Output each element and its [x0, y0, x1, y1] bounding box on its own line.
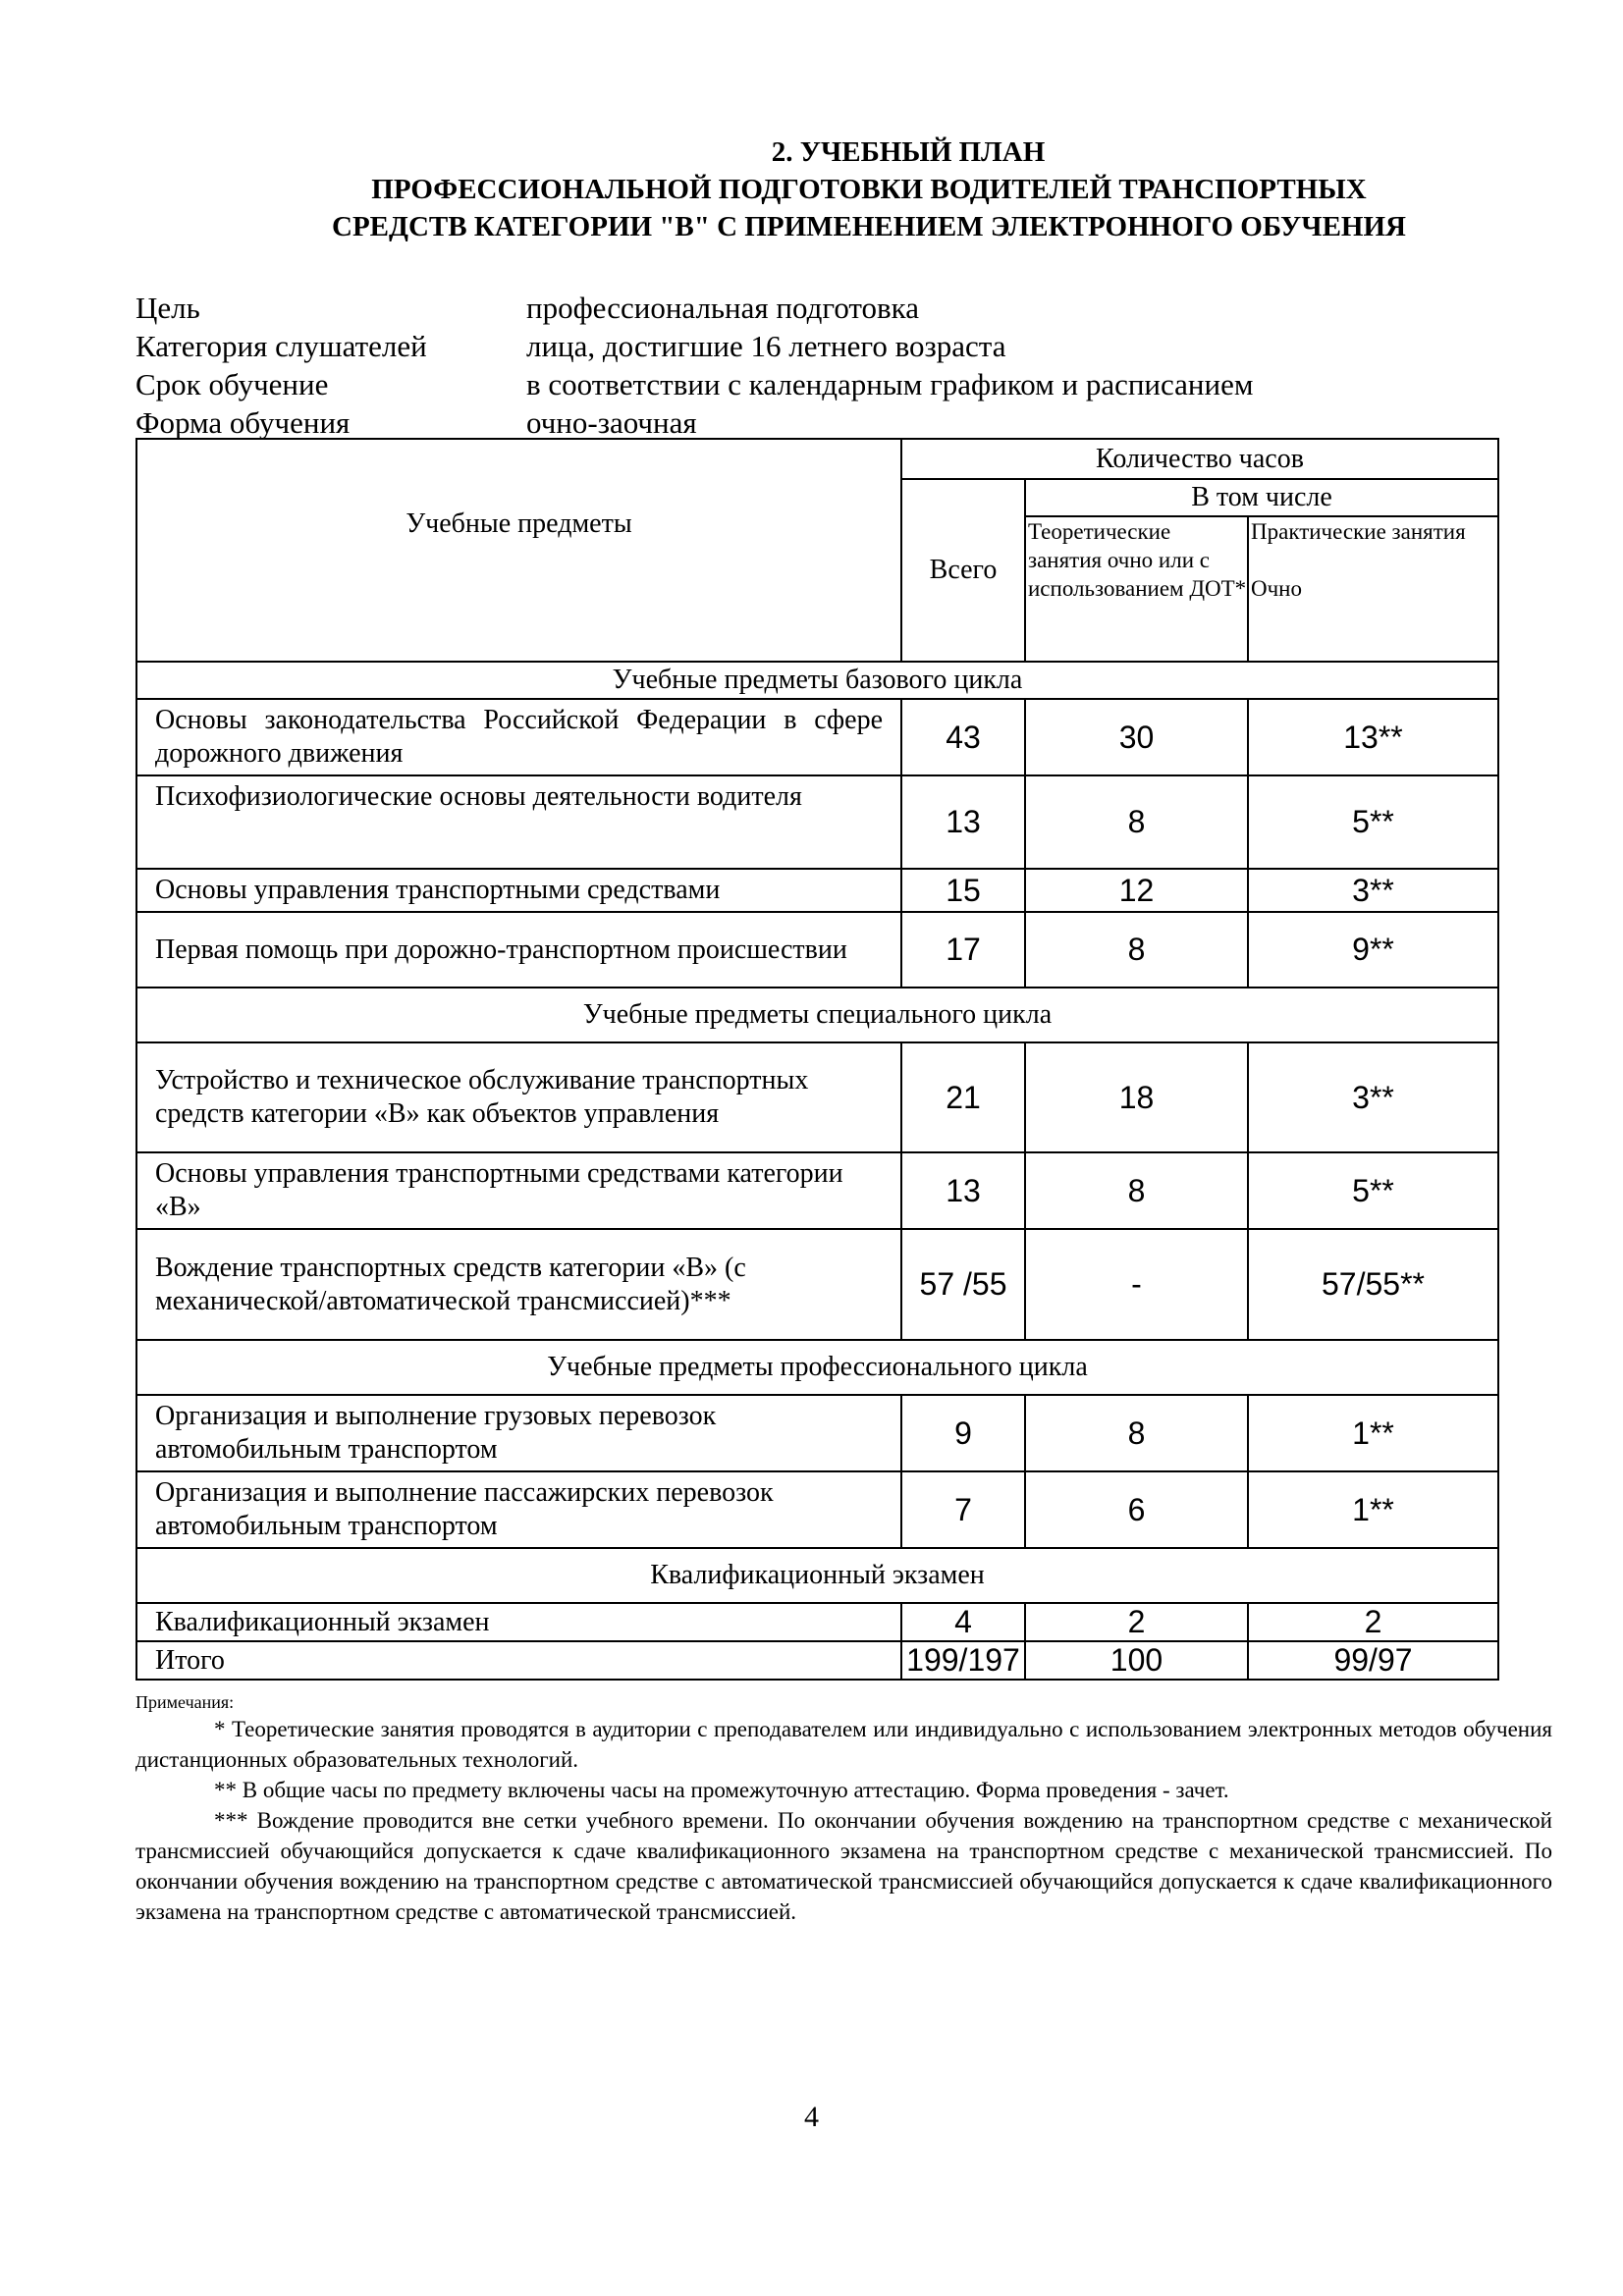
- info-label: Срок обучение: [135, 367, 329, 401]
- notes-heading: Примечания:: [135, 1692, 235, 1712]
- subject-name: Квалификационный экзамен: [136, 1603, 901, 1641]
- hours-total: 21: [901, 1042, 1025, 1152]
- hours-total: 4: [901, 1603, 1025, 1641]
- header-practice: [1248, 516, 1498, 662]
- subject-name: Основы управления транспортными средствами: [136, 869, 901, 912]
- hours-practice: 1**: [1248, 1471, 1498, 1548]
- subject-name: Основы управления транспортными средствами категории «В»: [136, 1152, 901, 1229]
- section-title: Учебные предметы базового цикла: [136, 662, 1498, 699]
- subject-name: Устройство и техническое обслуживание транспортных средств категории «В» как объектов управления: [136, 1042, 901, 1152]
- info-value: в соответствии с календарным графиком и расписанием: [526, 367, 1254, 401]
- subject-name: Первая помощь при дорожно-транспортном происшествии: [136, 912, 901, 988]
- title-line-2: ПРОФЕССИОНАЛЬНОЙ ПОДГОТОВКИ ВОДИТЕЛЕЙ ТРАНСПОРТНЫХ: [371, 174, 1367, 205]
- hours-practice: 5**: [1248, 775, 1498, 869]
- page-number: 4: [804, 2101, 819, 2133]
- info-label: Категория слушателей: [135, 329, 427, 363]
- table-row: [136, 1152, 1498, 1229]
- info-value: профессиональная подготовка: [526, 291, 920, 325]
- hours-theory: 30: [1025, 699, 1248, 775]
- header-total: Всего: [901, 479, 1025, 662]
- table-row: [136, 1603, 1498, 1641]
- note-item: *** Вождение проводится вне сетки учебного времени. По окончании обучения вождению на транспортном средстве с механической трансмиссией обучающийся допускается к сдаче квалификационного экзамена на транспортном средстве с механической трансмиссией. По окончании обучения вождению на транспортном средстве с автоматической трансмиссией обучающийся допускается к сдаче квалификационного экзамена на транспортном средстве с автоматической трансмиссией.: [135, 1808, 1552, 1924]
- hours-practice: 57/55**: [1248, 1229, 1498, 1340]
- header-including: В том числе: [1025, 479, 1498, 516]
- hours-theory: 6: [1025, 1471, 1248, 1548]
- section-title: Учебные предметы профессионального цикла: [136, 1340, 1498, 1395]
- hours-total: 13: [901, 775, 1025, 869]
- table-row: [136, 775, 1498, 869]
- hours-total: 9: [901, 1395, 1025, 1471]
- hours-theory: 100: [1025, 1641, 1248, 1680]
- section-title: Квалификационный экзамен: [136, 1548, 1498, 1603]
- section-row: [136, 1548, 1498, 1603]
- header-theory: Теоретические занятия очно или с использованием ДОТ*: [1025, 516, 1248, 662]
- hours-practice: 9**: [1248, 912, 1498, 988]
- header-practice-type: Практические занятия: [1251, 519, 1466, 544]
- info-label: Форма обучения: [135, 405, 351, 440]
- subject-name: Организация и выполнение грузовых перевозок автомобильным транспортом: [136, 1395, 901, 1471]
- hours-practice: 3**: [1248, 1042, 1498, 1152]
- notes: [135, 1690, 1552, 1927]
- hours-practice: 99/97: [1248, 1641, 1498, 1680]
- hours-total: 7: [901, 1471, 1025, 1548]
- section-row: [136, 662, 1498, 699]
- hours-theory: -: [1025, 1229, 1248, 1340]
- subject-name: Вождение транспортных средств категории «В» (с механической/автоматической трансмиссией)***: [136, 1229, 901, 1340]
- subject-name: Психофизиологические основы деятельности водителя: [136, 775, 901, 869]
- hours-practice: 3**: [1248, 869, 1498, 912]
- page-title: [157, 133, 1581, 245]
- hours-theory: 18: [1025, 1042, 1248, 1152]
- title-line-1: 2. УЧЕБНЫЙ ПЛАН: [771, 136, 1046, 168]
- hours-theory: 2: [1025, 1603, 1248, 1641]
- hours-total: 15: [901, 869, 1025, 912]
- header-hours: Количество часов: [901, 439, 1498, 479]
- hours-theory: 8: [1025, 1152, 1248, 1229]
- subject-name: Организация и выполнение пассажирских перевозок автомобильным транспортом: [136, 1471, 901, 1548]
- hours-practice: 13**: [1248, 699, 1498, 775]
- note-item: * Теоретические занятия проводятся в аудитории с преподавателем или индивидуально с использованием электронных методов обучения дистанционных образовательных технологий.: [135, 1717, 1552, 1772]
- total-label: Итого: [136, 1641, 901, 1680]
- section-row: [136, 1340, 1498, 1395]
- hours-total: 57 /55: [901, 1229, 1025, 1340]
- title-line-3: СРЕДСТВ КАТЕГОРИИ "В" С ПРИМЕНЕНИЕМ ЭЛЕКТРОННОГО ОБУЧЕНИЯ: [332, 211, 1406, 242]
- info-label: Цель: [135, 291, 200, 325]
- section-row: [136, 988, 1498, 1042]
- hours-total: 17: [901, 912, 1025, 988]
- hours-theory: 8: [1025, 775, 1248, 869]
- hours-total: 43: [901, 699, 1025, 775]
- hours-total: 199/197: [901, 1641, 1025, 1680]
- hours-theory: 8: [1025, 1395, 1248, 1471]
- table-row: [136, 869, 1498, 912]
- hours-theory: 8: [1025, 912, 1248, 988]
- hours-practice: 5**: [1248, 1152, 1498, 1229]
- header-row: [136, 439, 1498, 479]
- table-row: [136, 1395, 1498, 1471]
- table-row: [136, 912, 1498, 988]
- curriculum-table: [135, 438, 1499, 1681]
- hours-practice: 1**: [1248, 1395, 1498, 1471]
- hours-practice: 2: [1248, 1603, 1498, 1641]
- total-row: [136, 1641, 1498, 1680]
- hours-theory: 12: [1025, 869, 1248, 912]
- info-value: очно-заочная: [526, 405, 697, 440]
- section-title: Учебные предметы специального цикла: [136, 988, 1498, 1042]
- note-item: ** В общие часы по предмету включены часы на промежуточную аттестацию. Форма проведения - зачет.: [214, 1778, 1229, 1802]
- table-row: [136, 1471, 1498, 1548]
- header-practice-form: Очно: [1251, 576, 1302, 601]
- hours-total: 13: [901, 1152, 1025, 1229]
- header-subjects: Учебные предметы: [136, 439, 901, 662]
- subject-name: Основы законодательства Российской Федерации в сфере дорожного движения: [136, 699, 901, 775]
- table-row: [136, 1229, 1498, 1340]
- info-value: лица, достигшие 16 летнего возраста: [526, 329, 1006, 363]
- table-row: [136, 699, 1498, 775]
- table-row: [136, 1042, 1498, 1152]
